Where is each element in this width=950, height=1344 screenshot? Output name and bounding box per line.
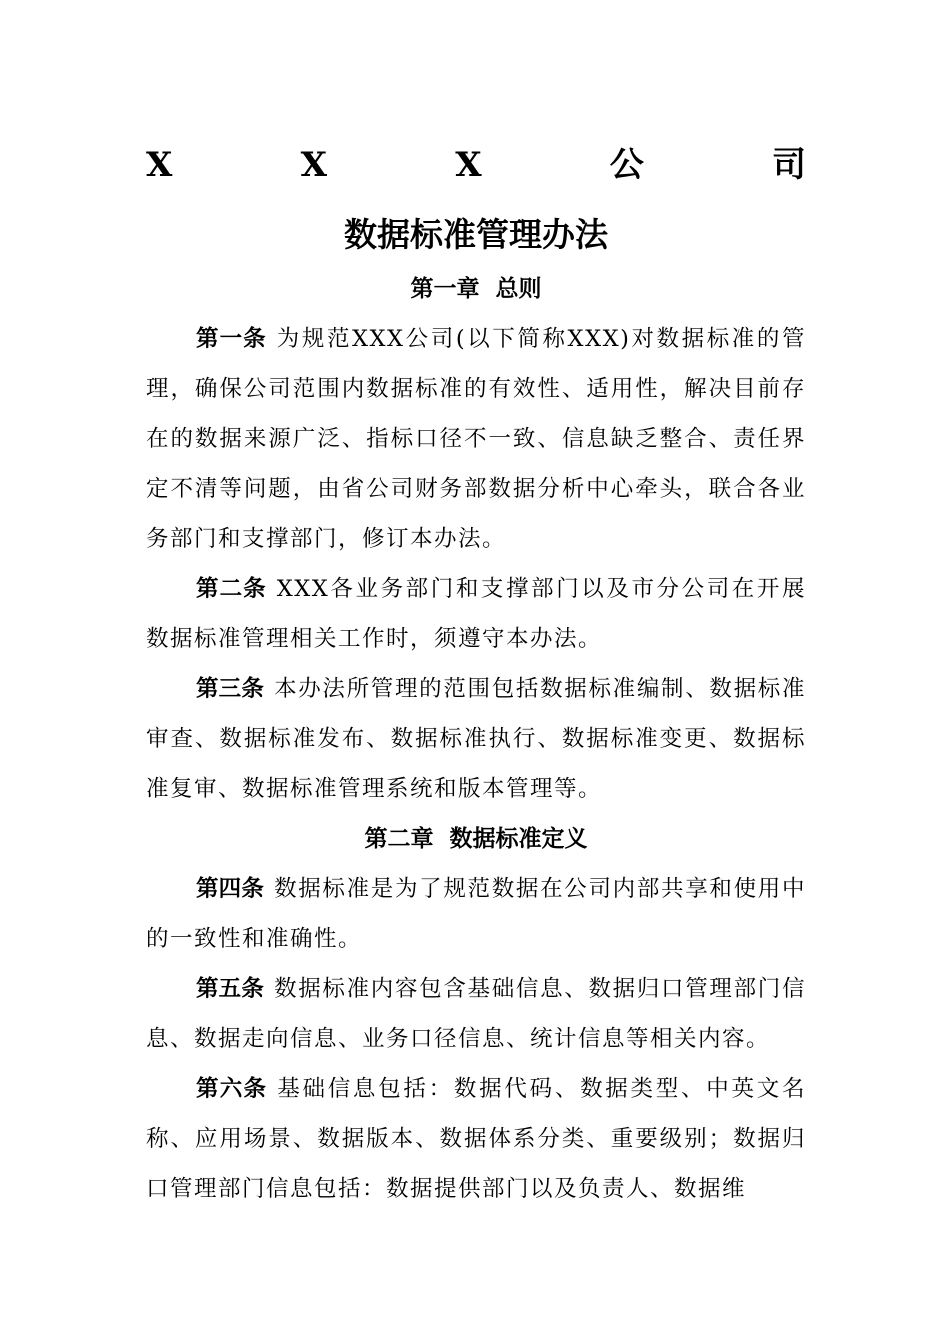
chapter-heading: 第一章 总则 [410,276,542,302]
article [146,664,806,814]
article [146,864,806,964]
article [146,314,806,564]
company-name-char: 司 [771,145,806,185]
company-name-char: X [300,145,327,185]
article [146,964,806,1064]
article-number: 第三条 [196,676,265,702]
article-number: 第四条 [196,876,265,902]
company-name [146,140,806,190]
article-text: 数据标准内容包含基础信息、数据归口管理部门信息、数据走向信息、业务口径信息、统计信息等相关内容。 [146,976,806,1052]
article-text: XXX各业务部门和支撑部门以及市分公司在开展数据标准管理相关工作时，须遵守本办法。 [146,576,806,652]
company-name-char: X [455,145,482,185]
article-number: 第五条 [196,976,265,1002]
article [146,564,806,664]
article-text: 数据标准是为了规范数据在公司内部共享和使用中的一致性和准确性。 [146,876,806,952]
article-number: 第二条 [196,576,267,602]
document-page [146,140,806,1214]
article [146,1064,806,1214]
article-text: 基础信息包括：数据代码、数据类型、中英文名称、应用场景、数据版本、数据体系分类、重要级别；数据归口管理部门信息包括：数据提供部门以及负责人、数据维 [146,1076,806,1202]
article-text: 为规范XXX公司(以下简称XXX)对数据标准的管理，确保公司范围内数据标准的有效性、适用性，解决目前存在的数据来源广泛、指标口径不一致、信息缺乏整合、责任界定不清等问题，由省公司财务部数据分析中心牵头，联合各业务部门和支撑部门，修订本办法。 [146,326,806,552]
article-number: 第六条 [196,1076,268,1102]
article-number: 第一条 [196,326,267,352]
document-title: 数据标准管理办法 [344,215,608,254]
chapter-heading: 第二章 数据标准定义 [364,826,588,852]
article-text: 本办法所管理的范围包括数据标准编制、数据标准审查、数据标准发布、数据标准执行、数据标准变更、数据标准复审、数据标准管理系统和版本管理等。 [146,676,806,802]
company-name-char: 公 [609,145,644,185]
company-name-char: X [146,145,173,185]
